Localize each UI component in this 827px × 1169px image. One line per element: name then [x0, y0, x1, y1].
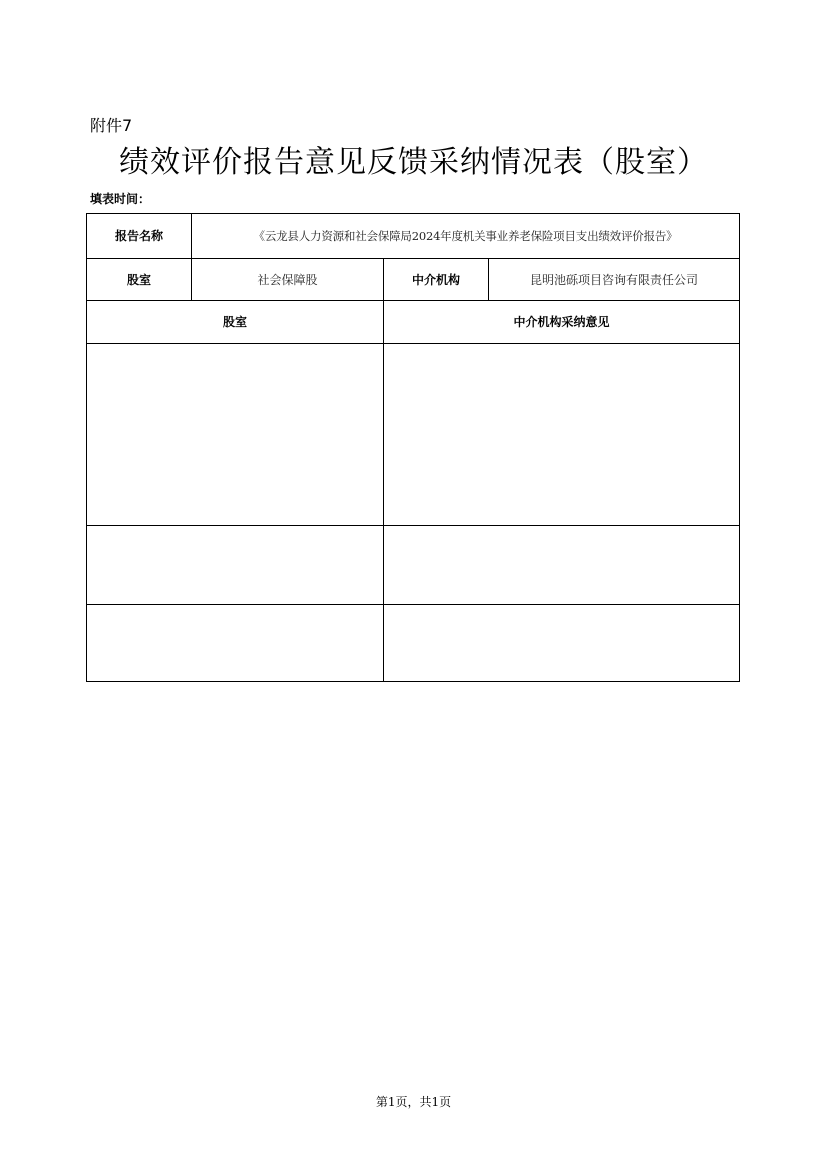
dept-opinion-cell[interactable]: [87, 526, 384, 605]
agency-opinion-cell[interactable]: [384, 605, 740, 682]
attachment-label: 附件7: [90, 116, 133, 135]
agency-label: 中介机构: [384, 259, 489, 301]
col-dept-header: 股室: [87, 301, 384, 344]
report-name-value[interactable]: 《云龙县人力资源和社会保障局2024年度机关事业养老保险项目支出绩效评价报告》: [192, 214, 740, 259]
agency-opinion-cell[interactable]: [384, 526, 740, 605]
col-agency-header: 中介机构采纳意见: [384, 301, 740, 344]
report-name-label: 报告名称: [87, 214, 192, 259]
agency-value[interactable]: 昆明池砾项目咨询有限责任公司: [489, 259, 740, 301]
dept-value[interactable]: 社会保障股: [192, 259, 384, 301]
table-row: [87, 344, 740, 526]
fill-time-label: 填表时间：: [90, 192, 151, 206]
dept-opinion-cell[interactable]: [87, 605, 384, 682]
dept-opinion-cell[interactable]: [87, 344, 384, 526]
table-row: [87, 605, 740, 682]
table-row: [87, 526, 740, 605]
feedback-table: [86, 213, 740, 682]
column-header-row: [87, 301, 740, 344]
report-name-row: [87, 214, 740, 259]
page-title: 绩效评价报告意见反馈采纳情况表（股室）: [119, 145, 708, 180]
page-footer: 第1页，共1页: [375, 1095, 452, 1109]
dept-label: 股室: [87, 259, 192, 301]
agency-opinion-cell[interactable]: [384, 344, 740, 526]
dept-agency-row: [87, 259, 740, 301]
